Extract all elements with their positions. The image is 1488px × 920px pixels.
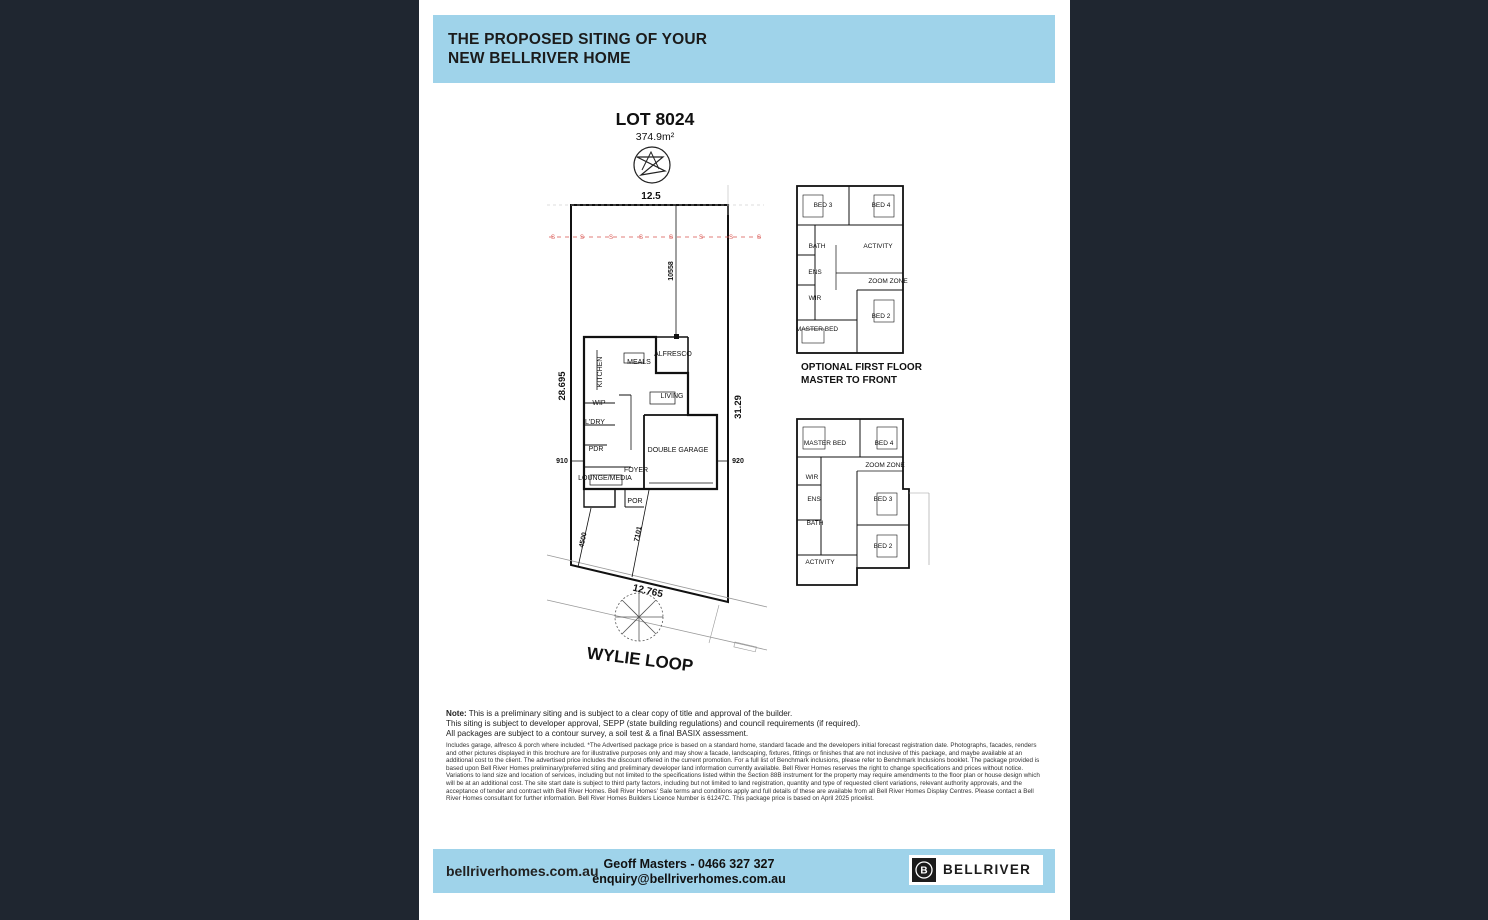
page-title-line-2: NEW BELLRIVER HOME [448, 50, 631, 67]
contact-name: Geoff Masters - 0466 327 327 [603, 857, 775, 871]
room-label-kitchen: KITCHEN [597, 356, 604, 388]
dim-right: 31.29 [733, 395, 744, 419]
bellriver-logo-icon [912, 858, 936, 882]
sewer-mark: S [699, 235, 704, 241]
contact-email[interactable]: enquiry@bellriverhomes.com.au [592, 872, 786, 886]
first-floor-a-caption-1: OPTIONAL FIRST FLOOR [801, 362, 922, 373]
website-link[interactable]: bellriverhomes.com.au [446, 863, 599, 879]
page-title-line-1: THE PROPOSED SITING OF YOUR [448, 31, 708, 48]
brand-name: BELLRIVER [943, 862, 1032, 877]
note-text-1: This is a preliminary siting and is subject to a clear copy of title and approval of the builder. [468, 709, 793, 718]
fine-print: Includes garage, alfresco & porch where included. *The Advertised package price is based on a standard home, standard facade and the developers initial forecast registration date. Photographs, facades, renders and other pictures displayed in this brochure are for illustrative purposes only and may show a facade, landscaping, fixtures, fittings or finishes that are not inclusive of this package, and maybe available at an additional cost to the client. The advertised price includes the discount offered in the current promotion. For a full list of Benchmark inclusions, please refer to Benchmark Inclusions booklet. The package provided is based upon Bell River Homes preliminary/preferred siting and preliminary developer land information currently available. Bell River Homes reserves the right to change specifications and prices without notice. Variations to land size and location of services, including but not limited to the specifications listed within the Section 88B instrument for the property may require amendments to the floor plan or house design which will be at an additional cost. The site start date is subject to third party factors, including but not limited to land registration, quantity and type of requested client variations, relevant authority approvals, and the acceptance of tender and contract with Bell River Homes. Bell River Homes' Sale terms and conditions apply and full details of these are available from all Bell River Homes Display Centres. Please contact a Bell River Homes consultant for further information. Bell River Homes Builders Licence Number is 61247C. This package price is based on April 2025 pricelist. [446, 742, 1040, 803]
setback-rear: 10558 [668, 261, 675, 281]
room-label-a-activity: ACTIVITY [863, 243, 893, 250]
footer-band [433, 849, 1055, 893]
lot-title: LOT 8024 [615, 109, 695, 129]
room-label-pdr: PDR [588, 446, 604, 453]
dim-bottom: 12.765 [631, 582, 664, 601]
room-label-a-bed3: BED 3 [813, 202, 833, 209]
dim-left: 28.695 [557, 371, 568, 401]
room-label-b-activity: ACTIVITY [805, 559, 835, 566]
room-label-a-ens: ENS [808, 269, 822, 276]
siting-plan [419, 95, 1070, 695]
brochure-page [419, 0, 1070, 920]
setback-front-left: 4500 [578, 531, 589, 549]
sewer-mark: S [757, 235, 762, 241]
room-label-double-garage: DOUBLE GARAGE [647, 447, 709, 454]
sewer-mark: S [551, 235, 556, 241]
room-label-a-bath: BATH [808, 243, 826, 250]
room-label-a-master: MASTER BED [795, 326, 839, 333]
room-label-b-bed2: BED 2 [873, 543, 893, 550]
room-label-b-zoom: ZOOM ZONE [865, 462, 905, 469]
street-name: WYLIE LOOP [585, 643, 695, 676]
notes-section [446, 709, 1044, 803]
room-label-a-zoom: ZOOM ZONE [868, 278, 908, 285]
north-arrow-icon [634, 147, 670, 183]
sewer-mark: S [669, 235, 674, 241]
room-label-b-wir: WIR [805, 474, 819, 481]
brand-logo [909, 855, 1043, 885]
room-label-b-bed4: BED 4 [874, 440, 894, 447]
tree-icon [615, 593, 663, 641]
brand-mark-letter: B [920, 865, 928, 877]
room-label-b-bath: BATH [806, 520, 824, 527]
note-line-2: This siting is subject to developer approval, SEPP (state building regulations) and council requirements (if required). [446, 719, 861, 728]
header-band [433, 15, 1055, 83]
room-label-meals: MEALS [627, 359, 651, 366]
room-label-a-bed4: BED 4 [871, 202, 891, 209]
sewer-mark: S [580, 235, 585, 241]
note-label: Note: [446, 709, 467, 718]
room-label-living: LIVING [660, 393, 684, 400]
side-right: 920 [732, 458, 744, 465]
room-label-b-bed3: BED 3 [873, 496, 893, 503]
side-left: 910 [556, 458, 568, 465]
room-label-a-bed2: BED 2 [871, 313, 891, 320]
lot-area: 374.9m² [635, 131, 675, 143]
room-label-b-master: MASTER BED [803, 440, 847, 447]
note-line-1 [446, 709, 1044, 719]
room-label-por: POR [627, 498, 643, 505]
room-label-alfresco: ALFRESCO [654, 351, 692, 358]
first-floor-a-caption-2: MASTER TO FRONT [801, 375, 897, 386]
sewer-mark: S [729, 235, 734, 241]
sewer-mark: S [609, 235, 614, 241]
sewer-mark: S [639, 235, 644, 241]
room-label-wip: WIP [592, 400, 606, 407]
room-label-foyer: FOYER [623, 467, 649, 474]
room-label-ldry: L'DRY [585, 419, 605, 426]
room-label-lounge: LOUNGE/MEDIA [578, 475, 632, 482]
room-label-a-wir: WIR [808, 295, 822, 302]
note-line-3: All packages are subject to a contour survey, a soil test & a final BASIX assessment. [446, 729, 749, 738]
setback-front-right: 7101 [633, 525, 644, 543]
dim-top: 12.5 [641, 191, 661, 202]
room-label-b-ens: ENS [807, 496, 821, 503]
